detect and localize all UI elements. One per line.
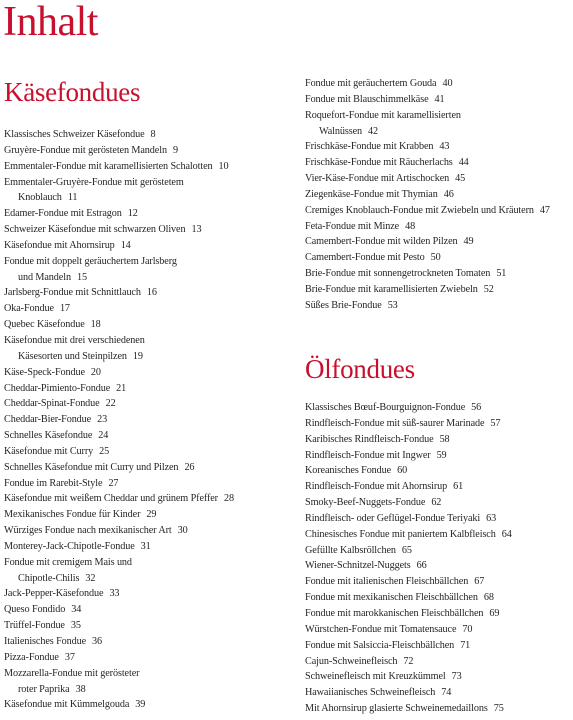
toc-page-number: 56	[471, 402, 482, 413]
toc-entry	[305, 92, 550, 108]
toc-entry-title-continuation: roter Paprika 38	[18, 683, 86, 695]
toc-entry	[4, 206, 234, 222]
toc-entry-title: Wiener-Schnitzel-Nuggets	[305, 560, 411, 572]
toc-page-number: 45	[455, 173, 466, 185]
toc-page-number: 25	[99, 445, 110, 457]
toc-page-number: 23	[97, 414, 108, 426]
toc-entry-title-continuation: Walnüssen 42	[319, 125, 378, 137]
toc-page-number: 30	[177, 525, 188, 537]
toc-entry-title-continuation: Käsesorten und Steinpilzen 19	[18, 350, 143, 362]
section-title-kaesefondues: Käsefondues	[4, 77, 141, 107]
toc-page-number: 44	[458, 157, 469, 169]
toc-entry	[4, 222, 234, 238]
toc-list-kaesefondues-col1	[4, 127, 234, 713]
toc-entry	[4, 159, 234, 175]
toc-entry-title: Monterey-Jack-Chipotle-Fondue	[4, 540, 135, 552]
toc-page-number: 69	[489, 607, 500, 619]
toc-entry	[305, 543, 512, 559]
toc-entry	[305, 669, 512, 685]
toc-entry	[4, 602, 234, 618]
toc-entry-title: Rindfleisch-Fondue mit Ahornsirup	[305, 481, 448, 493]
toc-entry-title: Mozzarella-Fondue mit gerösteter	[4, 667, 140, 679]
toc-entry	[4, 428, 234, 444]
toc-entry-title: Käsefondue mit Kümmelgouda	[4, 699, 130, 711]
toc-page-number: 40	[442, 78, 453, 89]
toc-entry-title: Cheddar-Pimiento-Fondue	[4, 382, 111, 394]
toc-entry-title: Koreanisches Fondue	[305, 465, 392, 477]
toc-entry-title: Käse-Speck-Fondue	[4, 366, 85, 378]
toc-page-number: 38	[75, 683, 86, 695]
toc-page-number: 37	[64, 651, 75, 663]
toc-entry	[305, 416, 512, 432]
toc-list-kaesefondues-col2	[305, 76, 550, 314]
toc-entry	[4, 301, 234, 317]
toc-entry	[4, 476, 234, 492]
toc-entry-title: Frischkäse-Fondue mit Räucherlachs	[305, 157, 453, 169]
toc-entry	[305, 76, 550, 92]
toc-entry-title: Smoky-Beef-Nuggets-Fondue	[305, 497, 426, 509]
toc-entry-title: Schnelles Käsefondue mit Curry und Pilzen	[4, 461, 179, 473]
toc-entry	[4, 127, 234, 143]
toc-list-oelfondues	[305, 400, 512, 717]
toc-entry-title: Käsefondue mit Ahornsirup	[4, 239, 115, 251]
toc-page-number: 8	[150, 129, 156, 140]
toc-entry-title: Hawaiianisches Schweinefleisch	[305, 687, 436, 699]
toc-page-number: 35	[70, 620, 81, 632]
toc-entry	[4, 365, 234, 381]
toc-page-number: 75	[493, 703, 504, 715]
toc-entry-title: Fondue mit cremigem Mais und	[4, 556, 132, 568]
toc-entry	[305, 234, 550, 250]
toc-page-number: 22	[105, 398, 116, 410]
toc-entry	[305, 432, 512, 448]
toc-entry-title: Jack-Pepper-Käsefondue	[4, 588, 104, 600]
toc-entry	[305, 171, 550, 187]
toc-entry	[4, 618, 234, 634]
toc-page-number: 52	[483, 283, 494, 295]
toc-entry-title: Fondue im Rarebit-Style	[4, 477, 103, 489]
toc-entry	[4, 175, 234, 207]
toc-page-number: 42	[367, 125, 378, 137]
toc-entry	[305, 448, 512, 464]
toc-entry	[305, 511, 512, 527]
toc-page-number: 53	[387, 299, 398, 311]
toc-page-number: 14	[120, 239, 131, 251]
toc-entry-title: Camembert-Fondue mit Pesto	[305, 252, 425, 264]
toc-entry	[305, 219, 550, 235]
toc-page-number: 46	[443, 188, 454, 200]
toc-entry-title: Cheddar-Spinat-Fondue	[4, 398, 100, 410]
toc-entry-title: Brie-Fondue mit karamellisierten Zwiebeln	[305, 283, 478, 295]
toc-page-number: 16	[146, 287, 157, 299]
toc-entry-title: Quebec Käsefondue	[4, 319, 85, 331]
toc-entry-title: Cremiges Knoblauch-Fondue mit Zwiebeln und Kräutern	[305, 204, 534, 216]
toc-page-number: 71	[460, 639, 471, 651]
toc-entry-title-continuation: Knoblauch 11	[18, 192, 78, 204]
toc-page-number: 67	[474, 576, 485, 588]
toc-page-number: 60	[397, 465, 408, 477]
toc-page-number: 19	[132, 350, 143, 362]
toc-entry-title: Frischkäse-Fondue mit Krabben	[305, 141, 434, 153]
toc-page-number: 15	[76, 271, 87, 283]
toc-entry	[4, 555, 234, 587]
toc-entry-title: Fondue mit mexikanischen Fleischbällchen	[305, 592, 478, 604]
toc-page-number: 26	[184, 461, 195, 473]
toc-page-number: 62	[431, 497, 442, 509]
toc-entry	[4, 238, 234, 254]
toc-page-number: 24	[98, 430, 109, 442]
toc-entry-title: Vier-Käse-Fondue mit Artischocken	[305, 173, 450, 185]
toc-entry-title: Schweinefleisch mit Kreuzkümmel	[305, 671, 446, 683]
toc-page-number: 48	[405, 220, 416, 232]
toc-entry	[305, 590, 512, 606]
toc-entry-title: Mit Ahornsirup glasierte Schweinemedaillons	[305, 703, 488, 715]
toc-entry-title: Ziegenkäse-Fondue mit Thymian	[305, 188, 438, 200]
toc-entry	[305, 266, 550, 282]
toc-entry-title: Klassisches Bœuf-Bourguignon-Fondue	[305, 402, 466, 413]
toc-entry	[305, 298, 550, 314]
toc-entry	[4, 143, 234, 159]
toc-entry-title: Rindfleisch- oder Geflügel-Fondue Teriyaki	[305, 512, 481, 524]
toc-entry-title: Emmentaler-Fondue mit karamellisierten Schalotten	[4, 160, 213, 172]
toc-entry-title: Gruyère-Fondue mit gerösteten Mandeln	[4, 144, 167, 156]
toc-entry-title-continuation: und Mandeln 15	[18, 271, 87, 283]
toc-page-number: 10	[218, 160, 229, 172]
toc-entry	[4, 444, 234, 460]
toc-entry	[305, 606, 512, 622]
toc-entry-title: Camembert-Fondue mit wilden Pilzen	[305, 236, 458, 248]
toc-entry-title: Fondue mit Blauschimmelkäse	[305, 93, 429, 105]
toc-entry	[305, 622, 512, 638]
toc-entry	[4, 586, 234, 602]
toc-entry-title: Käsefondue mit weißem Cheddar und grünem Pfeffer	[4, 493, 218, 505]
toc-page-number: 57	[490, 417, 501, 429]
toc-page-number: 47	[539, 204, 550, 216]
toc-entry	[305, 463, 512, 479]
toc-page-number: 72	[403, 655, 414, 667]
toc-entry	[4, 539, 234, 555]
toc-entry-title: Oka-Fondue	[4, 303, 54, 315]
toc-page-number: 64	[501, 528, 512, 540]
toc-entry	[305, 187, 550, 203]
toc-entry	[305, 495, 512, 511]
toc-page-number: 41	[434, 93, 445, 105]
toc-entry	[4, 666, 234, 698]
toc-entry-title: Käsefondue mit drei verschiedenen	[4, 334, 145, 346]
toc-page-number: 28	[223, 493, 234, 505]
toc-entry-title: Fondue mit marokkanischen Fleischbällchen	[305, 607, 484, 619]
toc-entry	[305, 155, 550, 171]
toc-entry-title: Trüffel-Fondue	[4, 620, 65, 632]
toc-entry-title: Cajun-Schweinefleisch	[305, 655, 398, 667]
toc-page-number: 59	[436, 449, 447, 461]
toc-entry-title: Gefüllte Kalbsröllchen	[305, 544, 396, 556]
toc-entry	[305, 282, 550, 298]
toc-page-number: 66	[416, 560, 427, 572]
toc-page-number: 27	[108, 477, 119, 489]
toc-page-number: 70	[462, 623, 473, 635]
toc-page-number: 58	[439, 433, 450, 445]
toc-entry-title: Süßes Brie-Fondue	[305, 299, 382, 311]
toc-entry	[305, 654, 512, 670]
toc-entry-title: Mexikanisches Fondue für Kinder	[4, 509, 141, 521]
toc-entry	[4, 507, 234, 523]
toc-entry-title: Fondue mit doppelt geräuchertem Jarlsberg	[4, 255, 177, 267]
toc-entry	[4, 254, 234, 286]
toc-page-number: 74	[441, 687, 452, 699]
toc-entry	[305, 108, 550, 140]
toc-page-number: 61	[453, 481, 464, 493]
toc-entry-title: Pizza-Fondue	[4, 651, 59, 663]
toc-entry	[4, 285, 234, 301]
toc-entry	[4, 491, 234, 507]
section-title-oelfondues: Ölfondues	[305, 354, 415, 384]
toc-entry-title: Rindfleisch-Fondue mit Ingwer	[305, 449, 431, 461]
toc-entry	[305, 701, 512, 717]
toc-entry	[305, 685, 512, 701]
toc-entry-title: Jarlsberg-Fondue mit Schnittlauch	[4, 287, 141, 299]
toc-entry	[4, 634, 234, 650]
toc-entry-title: Würziges Fondue nach mexikanischer Art	[4, 525, 172, 537]
toc-entry-title: Schweizer Käsefondue mit schwarzen Oliven	[4, 224, 186, 236]
toc-page-number: 73	[451, 671, 462, 683]
toc-page-number: 12	[127, 208, 138, 220]
toc-entry	[305, 638, 512, 654]
toc-entry	[4, 333, 234, 365]
toc-entry-title: Fondue mit geräuchertem Gouda	[305, 78, 437, 89]
toc-page-number: 17	[59, 303, 70, 315]
toc-page-number: 43	[439, 141, 450, 153]
toc-entry	[4, 317, 234, 333]
toc-entry	[4, 396, 234, 412]
toc-page-number: 33	[109, 588, 120, 600]
toc-entry-title: Karibisches Rindfleisch-Fondue	[305, 433, 434, 445]
toc-page-number: 39	[135, 699, 146, 711]
toc-entry-title: Roquefort-Fondue mit karamellisierten	[305, 109, 461, 121]
toc-entry-title: Edamer-Fondue mit Estragon	[4, 208, 122, 220]
toc-entry-title: Klassisches Schweizer Käsefondue	[4, 129, 145, 140]
toc-page-number: 34	[71, 604, 82, 616]
toc-page-number: 20	[90, 366, 101, 378]
toc-page-number: 36	[92, 636, 103, 647]
toc-page-number: 32	[85, 572, 96, 584]
toc-page-number: 11	[67, 192, 78, 204]
page-title: Inhalt	[3, 0, 98, 45]
toc-entry	[305, 558, 512, 574]
toc-page-number: 21	[116, 382, 127, 394]
toc-entry-title: Chinesisches Fondue mit paniertem Kalbfleisch	[305, 528, 496, 540]
toc-page-number: 18	[90, 319, 101, 331]
toc-entry	[4, 523, 234, 539]
toc-entry	[305, 400, 512, 416]
toc-entry-title: Fondue mit italienischen Fleischbällchen	[305, 576, 469, 588]
toc-entry-title: Italienisches Fondue	[4, 636, 87, 647]
toc-entry-title: Käsefondue mit Curry	[4, 445, 94, 457]
toc-entry	[305, 139, 550, 155]
toc-page-number: 51	[496, 268, 507, 280]
toc-entry-title: Rindfleisch-Fondue mit süß-saurer Marinade	[305, 417, 485, 429]
toc-page-number: 65	[401, 544, 412, 556]
toc-entry-title: Queso Fondido	[4, 604, 66, 616]
toc-entry	[305, 250, 550, 266]
toc-entry-title: Feta-Fondue mit Minze	[305, 220, 400, 232]
toc-entry-title: Cheddar-Bier-Fondue	[4, 414, 92, 426]
toc-entry	[305, 527, 512, 543]
toc-entry-title: Emmentaler-Gruyère-Fondue mit geröstetem	[4, 176, 184, 188]
toc-page-number: 50	[430, 252, 441, 264]
toc-page-number: 9	[172, 144, 178, 156]
toc-page-number: 68	[483, 592, 494, 604]
toc-entry	[305, 574, 512, 590]
toc-page-number: 29	[146, 509, 157, 521]
toc-entry	[4, 697, 234, 713]
toc-entry-title: Schnelles Käsefondue	[4, 430, 93, 442]
toc-entry	[4, 412, 234, 428]
toc-entry	[305, 479, 512, 495]
toc-entry-title: Brie-Fondue mit sonnengetrockneten Tomaten	[305, 268, 491, 280]
toc-entry	[305, 203, 550, 219]
toc-entry-title: Würstchen-Fondue mit Tomatensauce	[305, 623, 457, 635]
toc-page-number: 31	[140, 540, 151, 552]
toc-page-number: 63	[486, 512, 497, 524]
toc-entry-title-continuation: Chipotle-Chilis 32	[18, 572, 96, 584]
toc-entry-title: Fondue mit Salsiccia-Fleischbällchen	[305, 639, 455, 651]
toc-entry	[4, 381, 234, 397]
toc-page-number: 49	[463, 236, 474, 248]
toc-entry	[4, 650, 234, 666]
toc-entry	[4, 460, 234, 476]
toc-page-number: 13	[191, 224, 202, 236]
